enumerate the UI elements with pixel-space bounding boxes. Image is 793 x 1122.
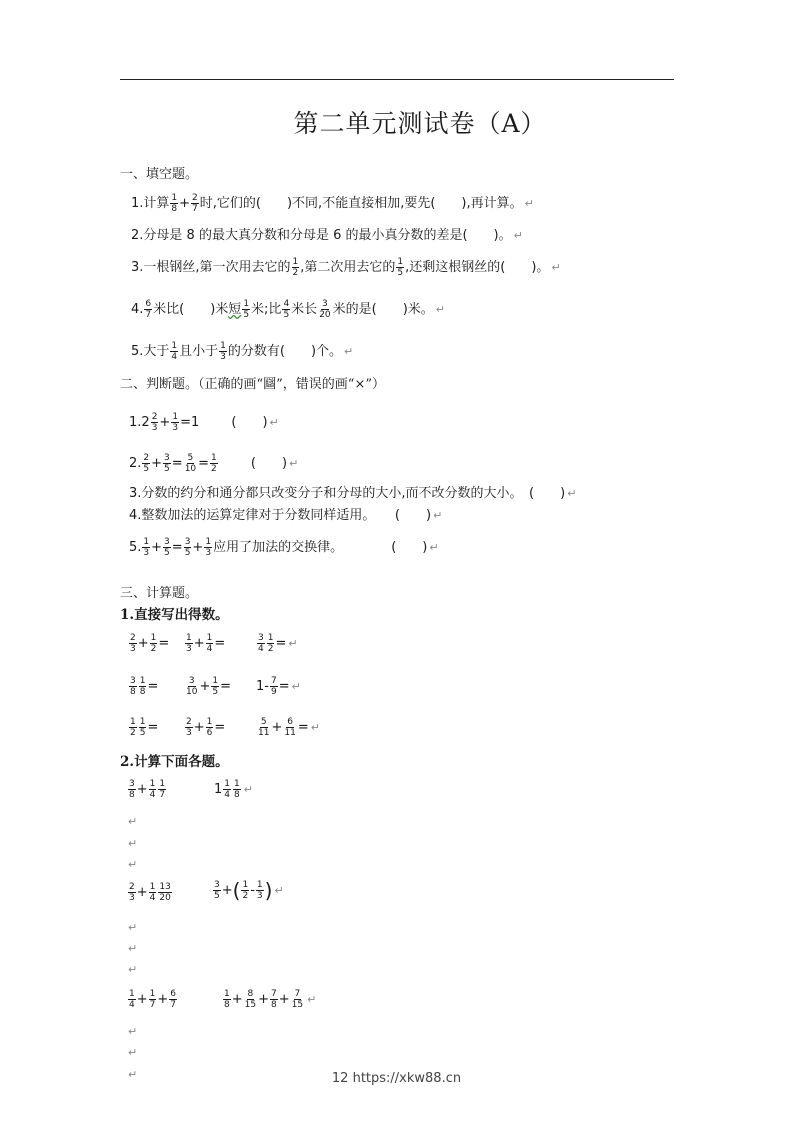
question-2-3: 3.分数的约分和通分都只改变分子和分母的大小,而不改分数的大小。 ( ) ↵	[129, 486, 577, 501]
paragraph-mark: ↵	[128, 1068, 138, 1081]
calc-item: $\frac{2}{3}$ + $\frac{1}{2}$ =	[130, 633, 170, 654]
question-1-4: 4. $\frac{6}{7}$ 米比( )米短 $\frac{1}{5}$ 米;比 $\frac{4}{5}$ 米长 $\frac{3}{20}$ 米的是( )米。 ↵	[131, 299, 446, 320]
paragraph-mark: ↵	[128, 921, 138, 934]
calc-item: $\frac{3}{10}$ + $\frac{1}{5}$ =	[186, 676, 231, 697]
calc-item: $\frac{3}{5}$ +( $\frac{1}{2}$ - $\frac{1}{3}$ ) ↵	[214, 878, 284, 903]
question-1-3: 3.一根钢丝,第一次用去它的 $\frac{1}{2}$ ,第二次用去它的 $\frac{1}{5}$ ,还剩这根钢丝的( )。 ↵	[131, 257, 561, 278]
subheading-compute: 2.计算下面各题。	[120, 754, 229, 770]
paragraph-mark: ↵	[128, 837, 138, 850]
paragraph-mark: ↵	[128, 963, 138, 976]
question-2-4: 4.整数加法的运算定律对于分数同样适用。 ( ) ↵	[129, 508, 443, 523]
calc-item: 1- $\frac{7}{9}$ = ↵	[256, 676, 301, 697]
section-heading-calculation: 三、计算题。	[120, 586, 199, 601]
calc-item: $\frac{3}{4}$ $\frac{1}{2}$ = ↵	[258, 633, 298, 654]
calc-item: $\frac{1}{4}$ + $\frac{1}{7}$ + $\frac{6}{7}$	[129, 989, 177, 1010]
question-2-1: 1.2 $\frac{2}{3}$ + $\frac{1}{3}$ =1 ( ) ↵	[129, 412, 279, 433]
paragraph-mark: ↵	[128, 858, 138, 871]
calc-item: $\frac{1}{8}$ + $\frac{8}{15}$ + $\frac{7}{8}$ + $\frac{7}{15}$ ↵	[224, 989, 317, 1010]
subheading-direct-answers: 1.直接写出得数。	[120, 607, 229, 623]
paragraph-mark: ↵	[128, 942, 138, 955]
page-title: 第二单元测试卷（A）	[293, 109, 547, 138]
calc-item: $\frac{5}{11}$ + $\frac{6}{11}$ = ↵	[258, 717, 320, 738]
paragraph-mark: ↵	[128, 1046, 138, 1059]
section-heading-fill-blank: 一、填空题。	[120, 167, 199, 182]
calc-item: $\frac{2}{3}$ + $\frac{1}{6}$ =	[186, 717, 226, 738]
calc-item: $\frac{3}{8}$ + $\frac{1}{4}$ $\frac{1}{7}$	[129, 779, 166, 800]
calc-item: 1 $\frac{1}{4}$ $\frac{1}{8}$ ↵	[214, 779, 253, 800]
paragraph-mark: ↵	[128, 1025, 138, 1038]
page-footer: 12 https://xkw88.cn	[331, 1071, 462, 1086]
calc-item: $\frac{1}{2}$ $\frac{1}{5}$ =	[130, 717, 159, 738]
question-2-2: 2. $\frac{2}{5}$ + $\frac{3}{5}$ = $\frac{5}{10}$ = $\frac{1}{2}$ ( ) ↵	[129, 453, 299, 474]
calc-item: $\frac{2}{3}$ + $\frac{1}{4}$ $\frac{13}{20}$	[129, 882, 171, 903]
calc-item: $\frac{1}{3}$ + $\frac{1}{4}$ =	[186, 633, 226, 654]
paragraph-mark: ↵	[128, 815, 138, 828]
question-1-5: 5.大于 $\frac{1}{4}$ 且小于 $\frac{1}{3}$ 的分数有( )个。 ↵	[131, 341, 354, 362]
question-1-1: 1.计算 $\frac{1}{8}$ + $\frac{2}{7}$ 时,它们的( )不同,不能直接相加,要先( ),再计算。 ↵	[131, 193, 534, 214]
question-1-2: 2.分母是 8 的最大真分数和分母是 6 的最小真分数的差是( )。 ↵	[131, 228, 523, 243]
header-rule	[120, 79, 674, 80]
question-2-5: 5. $\frac{1}{3}$ + $\frac{3}{5}$ = $\frac{3}{5}$ + $\frac{1}{3}$ 应用了加法的交换律。 ( ) ↵	[129, 537, 439, 558]
section-heading-true-false: 二、判断题。（正确的画“圝”，错误的画“×”）	[120, 377, 385, 392]
calc-item: $\frac{3}{8}$ $\frac{1}{8}$ =	[130, 676, 159, 697]
